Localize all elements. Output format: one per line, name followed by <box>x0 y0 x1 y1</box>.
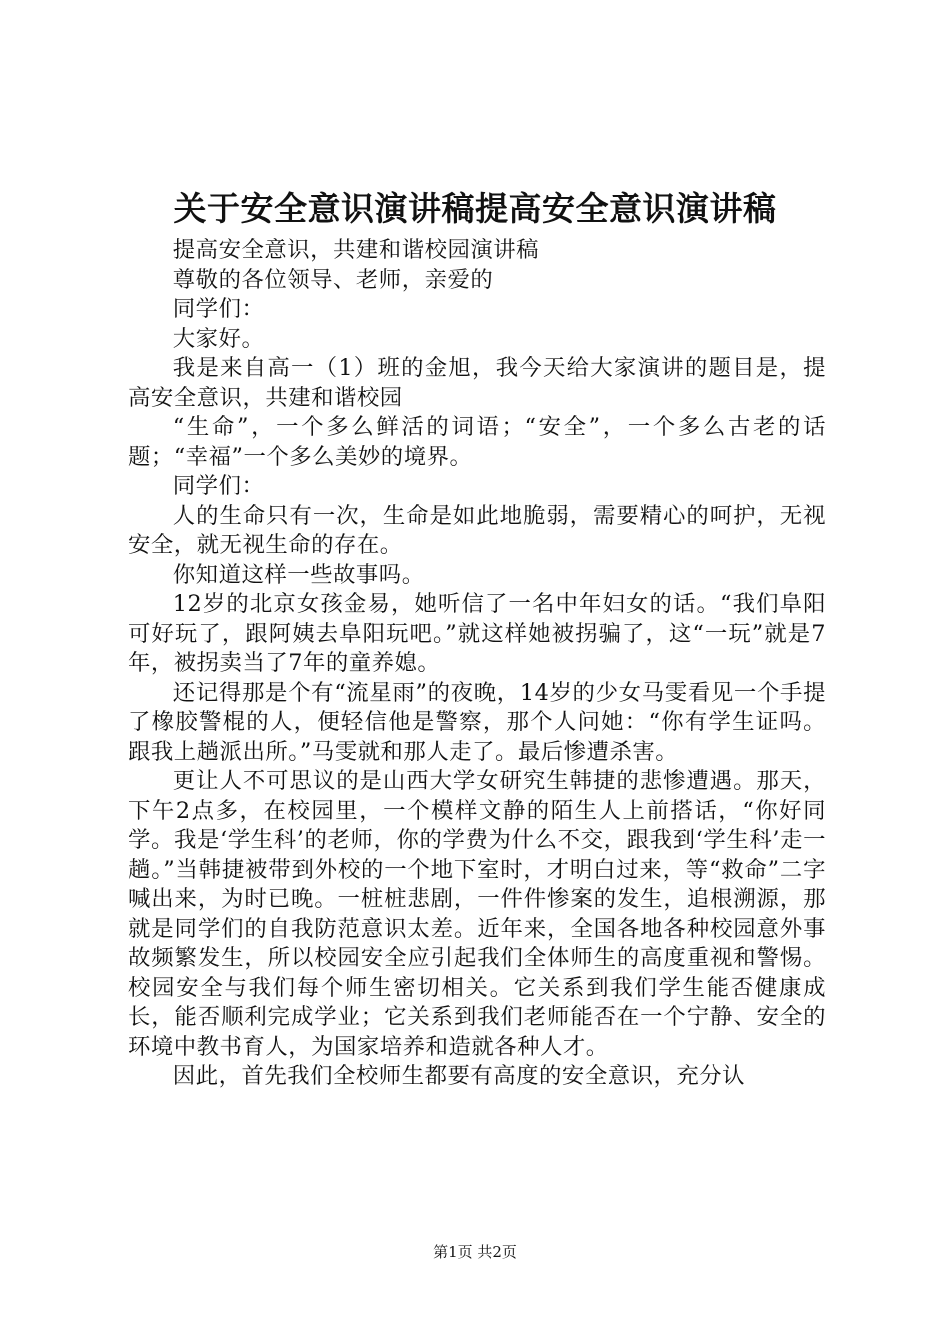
paragraph: “生命”，一个多么鲜活的词语；“安全”，一个多么古老的话题；“幸福”一个多么美妙的境界。 <box>128 414 826 470</box>
document-title: 关于安全意识演讲稿提高安全意识演讲稿 <box>173 189 777 228</box>
paragraph: 提高安全意识，共建和谐校园演讲稿 <box>172 237 540 263</box>
paragraph: 更让人不可思议的是山西大学女研究生韩捷的悲惨遭遇。那天，下午2点多，在校园里，一个模样文静的陌生人上前搭话，“你好同学。我是‘学生科’的老师，你的学费为什么不交，跟我到‘学生科’走一趟。”当韩捷被带到外校的一个地下室时，才明白过来，等“救命”二字喊出来，为时已晚。一桩桩悲剧，一件件惨案的发生，追根溯源，那就是同学们的自我防范意识太差。近年来，全国各地各种校园意外事故频繁发生，所以校园安全应引起我们全体师生的高度重视和警惕。校园安全与我们每个师生密切相关。它关系到我们学生能否健康成长，能否顺利完成学业；它关系到我们老师能否在一个宁静、安全的环境中教书育人，为国家培养和造就各种人才。 <box>128 768 826 1060</box>
document-body <box>128 236 826 1092</box>
page-number-footer: 第1页 共2页 <box>433 1243 517 1261</box>
paragraph: 我是来自高一（1）班的金旭，我今天给大家演讲的题目是，提高安全意识，共建和谐校园 <box>128 355 826 411</box>
paragraph: 尊敬的各位领导、老师，亲爱的 <box>172 266 494 293</box>
paragraph: 大家好。 <box>172 325 265 352</box>
paragraph: 人的生命只有一次，生命是如此地脆弱，需要精心的呵护，无视安全，就无视生命的存在。 <box>128 502 826 558</box>
paragraph: 同学们： <box>172 473 265 499</box>
paragraph: 还记得那是个有“流星雨”的夜晚，14岁的少女马雯看见一个手提了橡胶警棍的人，便轻信他是警察，那个人问她：“你有学生证吗。跟我上趟派出所。”马雯就和那人走了。最后惨遭杀害。 <box>128 679 826 765</box>
paragraph: 12岁的北京女孩金易，她听信了一名中年妇女的话。“我们阜阳可好玩了，跟阿姨去阜阳玩吧。”就这样她被拐骗了，这“一玩”就是7年，被拐卖当了7年的童养媳。 <box>128 591 826 676</box>
paragraph: 你知道这样一些故事吗。 <box>172 561 425 588</box>
paragraph: 因此，首先我们全校师生都要有高度的安全意识，充分认 <box>172 1063 746 1089</box>
paragraph: 同学们： <box>172 296 265 322</box>
